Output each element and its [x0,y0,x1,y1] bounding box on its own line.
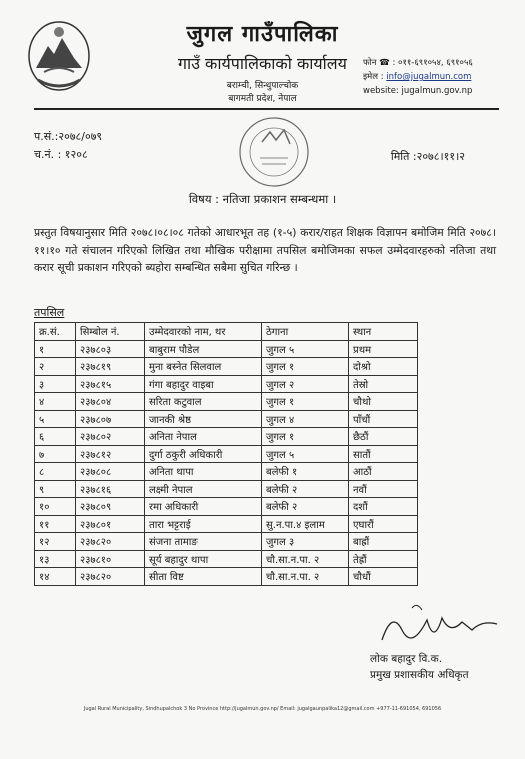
cell-symbol: २३७८१९ [76,358,145,376]
cell-symbol: २३७८२० [76,533,145,551]
cell-address: जुगल १ [262,358,349,376]
cell-address: सु.न.पा.४ इलाम [262,515,349,533]
phone: फोन ☎ : ०११-६९१०५४, ६९१०५६ [363,58,473,68]
details-label: तपसिल [34,306,65,319]
cell-rank: तेस्रो [349,375,418,393]
table-row [35,445,418,463]
letter-number: प.सं.:२०७८/०७९ [34,130,103,143]
cell-serial: ३ [35,375,76,393]
results-table [34,322,418,586]
address-line-1: बराम्ची, सिन्धुपाल्चोक [226,81,299,91]
cell-symbol: २३७८०४ [76,393,145,411]
cell-symbol: २३७८१५ [76,375,145,393]
cell-rank: तेह्रौं [349,550,418,568]
municipality-name: जुगल गाउँपालिका [186,22,339,47]
cell-rank: दोश्रो [349,358,418,376]
cell-serial: ९ [35,480,76,498]
cell-name: लक्ष्मी नेपाल [145,480,262,498]
cell-address: बलेफी १ [262,463,349,481]
cell-address: जुगल १ [262,428,349,446]
cell-name: जानकी श्रेष्ठ [145,410,262,428]
cell-address: जुगल ४ [262,410,349,428]
cell-rank: एघारौं [349,515,418,533]
table-row [35,340,418,358]
cell-address: जुगल ५ [262,445,349,463]
contact-info [363,56,513,98]
cell-serial: ८ [35,463,76,481]
header-name: उम्मेदवारको नाम, थर [145,323,262,341]
cell-serial: ११ [35,515,76,533]
table-row [35,375,418,393]
cell-name: अनिता थापा [145,463,262,481]
table-row [35,393,418,411]
table-row [35,428,418,446]
cell-address: चौ.सा.न.पा. २ [262,550,349,568]
table-row [35,515,418,533]
cell-symbol: २३७८१० [76,550,145,568]
cell-rank: छैठौं [349,428,418,446]
office-name: गाउँ कार्यपालिकाको कार्यालय [178,54,347,73]
cell-rank: आठौं [349,463,418,481]
cell-symbol: २३७८१६ [76,480,145,498]
cell-rank: चौधौं [349,568,418,586]
cell-symbol: २३७८२० [76,568,145,586]
cell-serial: २ [35,358,76,376]
cell-serial: १० [35,498,76,516]
header-divider [34,108,499,110]
dispatch-number: च.नं. : १२०८ [34,148,88,161]
cell-serial: ७ [35,445,76,463]
cell-rank: सातौं [349,445,418,463]
table-row [35,410,418,428]
table-row [35,550,418,568]
cell-rank: चौथो [349,393,418,411]
header-rank: स्थान [349,323,418,341]
header-address: ठेगाना [262,323,349,341]
cell-name: संजना तामाङ [145,533,262,551]
letter-date: मिति :२०७८।११।२ [390,150,465,163]
cell-symbol: २३७८०९ [76,498,145,516]
body-paragraph: प्रस्तुत विषयानुसार मिति २०७८।०८।०८ गतेको आधारभूत तह (१-५) करार/राहत शिक्षक विज्ञापन बमोजिम मिति २०७८।११।१० गते संचालन गरिएको लिखित तथा मौखिक परीक्षामा तपसिल बमोजिमका सफल उम्मेदवारहरुको नतिजा तथा करार सूची प्रकाशन गरिएको ब्यहोरा सम्बन्धित सबैमा सुचित गरिन्छ । [34,226,496,274]
table-body [35,340,418,585]
cell-name: रमा अधिकारी [145,498,262,516]
cell-name: तारा भट्टराई [145,515,262,533]
cell-serial: १३ [35,550,76,568]
cell-address: जुगल २ [262,375,349,393]
table-header-row [35,323,418,341]
cell-address: जुगल ३ [262,533,349,551]
cell-symbol: २३७८०३ [76,340,145,358]
cell-name: अनिता नेपाल [145,428,262,446]
cell-serial: १४ [35,568,76,586]
table-row [35,358,418,376]
cell-address: चौ.सा.न.पा. २ [262,568,349,586]
footer-text: Jugal Rural Municipality, Sindhupalchok 3 No Province http://jugalmun.gov.np/ Email: jugalgaunpalika12@gmail.com +977-11-691054, 691056 [83,706,442,712]
table-row [35,480,418,498]
cell-name: सीता विष्ट [145,568,262,586]
cell-symbol: २३७८१२ [76,445,145,463]
header-serial: क्र.सं. [35,323,76,341]
email-label: इमेल : [363,72,384,82]
cell-address: बलेफी २ [262,480,349,498]
email-row [363,70,513,84]
cell-name: बाबुराम पौडेल [145,340,262,358]
subject-line: विषय : नतिजा प्रकाशन सम्बन्धमा । [188,192,337,206]
cell-name: सरिता कटुवाल [145,393,262,411]
cell-rank: नवौं [349,480,418,498]
cell-serial: १२ [35,533,76,551]
cell-serial: १ [35,340,76,358]
cell-rank: दशौं [349,498,418,516]
cell-name: दुर्गा ठकुरी अधिकारी [145,445,262,463]
signatory-name: लोक बहादुर वि.क. [370,653,443,665]
cell-serial: ४ [35,393,76,411]
cell-address: जुगल १ [262,393,349,411]
cell-rank: पाँचौं [349,410,418,428]
table-row [35,498,418,516]
header-symbol: सिम्बोल नं. [76,323,145,341]
cell-address: बलेफी २ [262,498,349,516]
cell-serial: ६ [35,428,76,446]
email-link[interactable]: info@jugalmun.com [386,72,472,82]
signatory-title: प्रमुख प्रशासकीय अधिकृत [370,669,469,681]
cell-rank: प्रथम [349,340,418,358]
official-stamp [224,112,324,194]
table-row [35,533,418,551]
cell-symbol: २३७८०७ [76,410,145,428]
cell-name: मुना बस्नेत सिलवाल [145,358,262,376]
cell-name: गंगा बहादुर वाइबा [145,375,262,393]
website[interactable]: website: jugalmun.gov.np [363,86,473,96]
table-row [35,463,418,481]
cell-symbol: २३७८०८ [76,463,145,481]
signature-scribble [372,600,502,650]
address-line-2: बागमती प्रदेश, नेपाल [228,94,297,104]
cell-address: जुगल ५ [262,340,349,358]
table-row [35,568,418,586]
cell-symbol: २३७८०२ [76,428,145,446]
cell-symbol: २३७८०१ [76,515,145,533]
cell-name: सूर्य बहादुर थापा [145,550,262,568]
cell-rank: बाह्रौं [349,533,418,551]
cell-serial: ५ [35,410,76,428]
